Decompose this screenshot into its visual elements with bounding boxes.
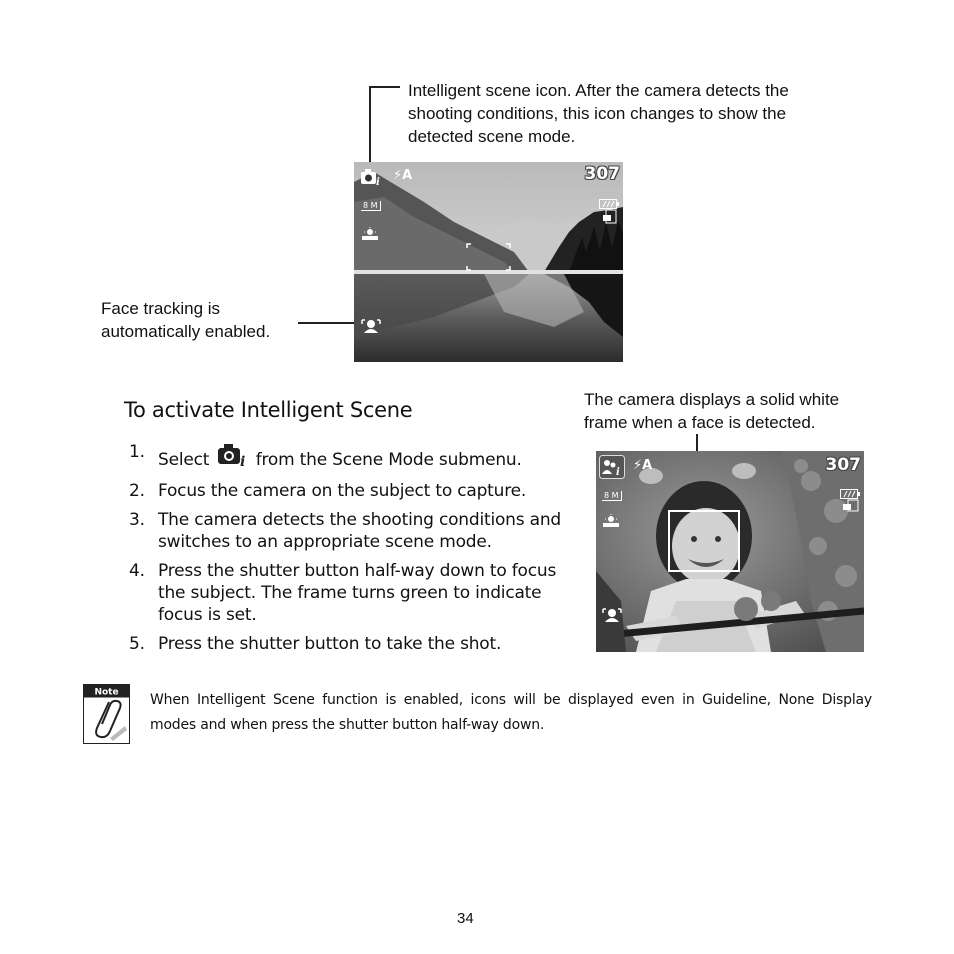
callout-line-horizontal: [370, 86, 400, 88]
page-number: 34: [457, 910, 474, 927]
section-title: To activate Intelligent Scene: [124, 398, 413, 422]
face-tracking-icon: [360, 318, 382, 338]
step-item: 3. The camera detects the shooting conditions and switches to an appropriate scene mode.: [129, 510, 562, 552]
svg-text:i: i: [616, 467, 620, 478]
quality-icon: [843, 498, 859, 517]
step-item: 1. Select i from the Scene Mode submenu.: [126, 441, 566, 473]
resolution-icon: 8 M: [361, 201, 381, 211]
flash-auto-icon: ⚡A: [633, 458, 653, 473]
scene-icon-callout: Intelligent scene icon. After the camera detects the shooting conditions, this icon changes to show the detected scene mode.: [408, 81, 789, 146]
resolution-icon: 8 M: [602, 491, 622, 501]
portrait-scene-icon: [599, 455, 625, 483]
shots-remaining: 307: [825, 455, 861, 475]
intelligent-scene-icon: [216, 441, 248, 473]
step-item: 2. Focus the camera on the subject to capture.: [129, 481, 527, 501]
face-tracking-callout: Face tracking is automatically enabled.: [101, 299, 271, 341]
note-icon: [83, 684, 130, 744]
svg-text:i: i: [240, 454, 246, 467]
svg-text:i: i: [376, 177, 380, 187]
shots-remaining: 307: [584, 164, 620, 184]
note-label: Note: [94, 687, 119, 698]
step-item: 5. Press the shutter button to take the shot.: [129, 634, 502, 654]
face-tracking-icon: [601, 607, 623, 627]
white-frame-callout: The camera displays a solid white frame when a face is detected.: [584, 390, 840, 432]
camera-lcd-portrait: [596, 451, 864, 652]
flash-auto-icon: ⚡A: [393, 168, 413, 183]
camera-lcd-landscape: [354, 162, 623, 362]
quality-icon: [603, 209, 617, 229]
note-text: When Intelligent Scene function is enabled, icons will be displayed even in Guideline, None Display modes and when press the shutter button half-way down.: [150, 692, 872, 733]
face-tracking-line: [298, 322, 354, 324]
intelligent-scene-camera-icon: [360, 167, 382, 191]
step-item: 4. Press the shutter button half-way down to focus the subject. The frame turns green to indicate focus is set.: [129, 561, 557, 625]
steps-list: [126, 441, 566, 662]
white-balance-icon: [361, 226, 379, 245]
white-balance-icon: [602, 513, 620, 532]
callout-line-vertical: [369, 86, 371, 166]
